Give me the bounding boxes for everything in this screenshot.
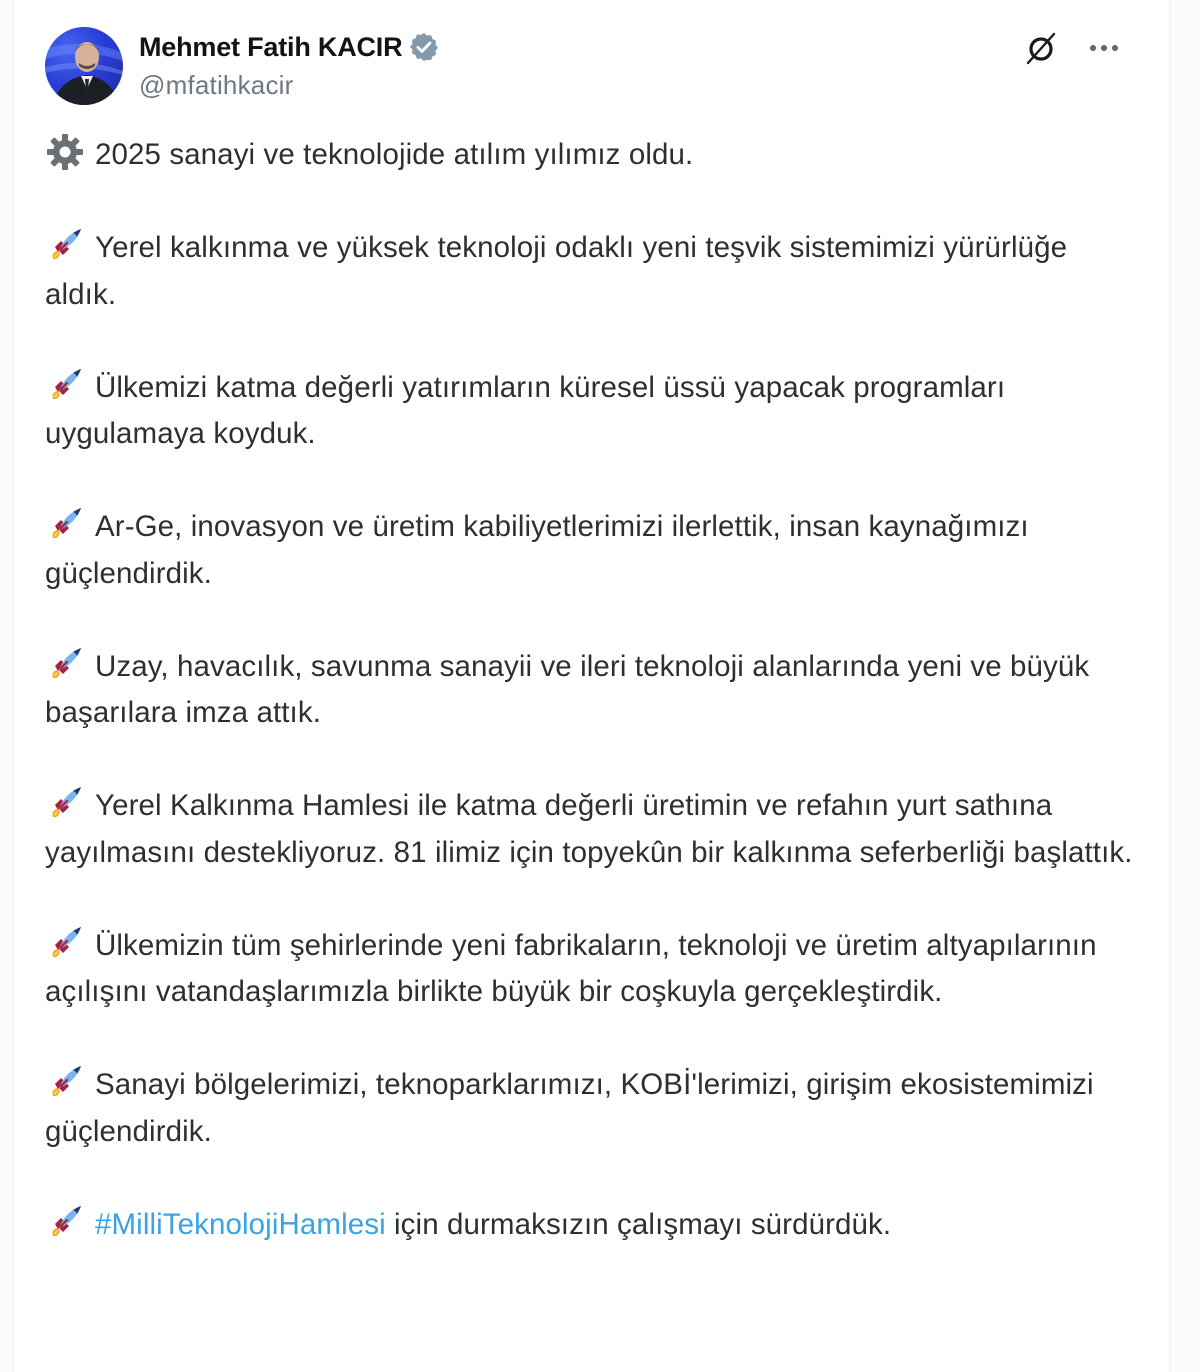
tweet-intro xyxy=(45,132,1145,179)
bullet-item: Ülkemizi katma değerli yatırımların küresel üssü yapacak programları uygulamaya koyduk. xyxy=(45,365,1145,458)
rocket-icon xyxy=(45,365,87,405)
tweet-actions xyxy=(1022,28,1124,68)
grok-icon xyxy=(1024,30,1060,66)
bullet-item: Ülkemizin tüm şehirlerinde yeni fabrikaların, teknoloji ve üretim altyapılarının açılışını vatandaşlarımızla birlikte büyük bir coşkuyla gerçekleştirdik. xyxy=(45,923,1145,1016)
bullet-item: Yerel Kalkınma Hamlesi ile katma değerli üretimin ve refahın yurt sathına yayılmasını destekliyoruz. 81 ilimiz için topyekûn bir kalkınma seferberliği başlattık. xyxy=(45,783,1145,876)
closing-text: için durmaksızın çalışmayı sürdürdük. xyxy=(385,1207,892,1241)
author-names xyxy=(139,30,440,101)
hashtag-link[interactable]: #MilliTeknolojiHamlesi xyxy=(95,1207,386,1241)
tweet-header xyxy=(45,27,440,107)
rocket-icon xyxy=(45,644,87,684)
tweet-closing xyxy=(45,1202,1145,1249)
rocket-icon xyxy=(45,225,87,265)
rocket-icon xyxy=(45,923,87,963)
more-options-button[interactable] xyxy=(1084,28,1124,68)
more-horizontal-icon xyxy=(1090,28,1118,68)
bullet-item: Sanayi bölgelerimizi, teknoparklarımızı, KOBİ'lerimizi, girişim ekosistemimizi güçlendirdik. xyxy=(45,1062,1145,1155)
tweet-text xyxy=(45,132,1145,1295)
grok-button[interactable] xyxy=(1022,28,1062,68)
gear-icon xyxy=(45,132,87,172)
author-display-name[interactable]: Mehmet Fatih KACIR xyxy=(139,31,403,62)
rocket-icon xyxy=(45,783,87,823)
bullet-item: Ar-Ge, inovasyon ve üretim kabiliyetlerimizi ilerlettik, insan kaynağımızı güçlendirdik. xyxy=(45,504,1145,597)
bullet-item: Uzay, havacılık, savunma sanayii ve ileri teknoloji alanlarında yeni ve büyük başarılara imza attık. xyxy=(45,644,1145,737)
rocket-icon xyxy=(45,504,87,544)
verified-badge-icon xyxy=(408,31,440,63)
intro-text: 2025 sanayi ve teknolojide atılım yılımız oldu. xyxy=(95,138,694,171)
rocket-icon xyxy=(45,1202,87,1242)
avatar[interactable] xyxy=(45,27,123,105)
avatar-portrait-icon xyxy=(45,27,123,105)
rocket-icon xyxy=(45,1062,87,1102)
tweet-card xyxy=(13,0,1170,1372)
bullet-item: Yerel kalkınma ve yüksek teknoloji odaklı yeni teşvik sistemimizi yürürlüğe aldık. xyxy=(45,225,1145,318)
author-handle[interactable]: @mfatihkacir xyxy=(139,70,294,100)
